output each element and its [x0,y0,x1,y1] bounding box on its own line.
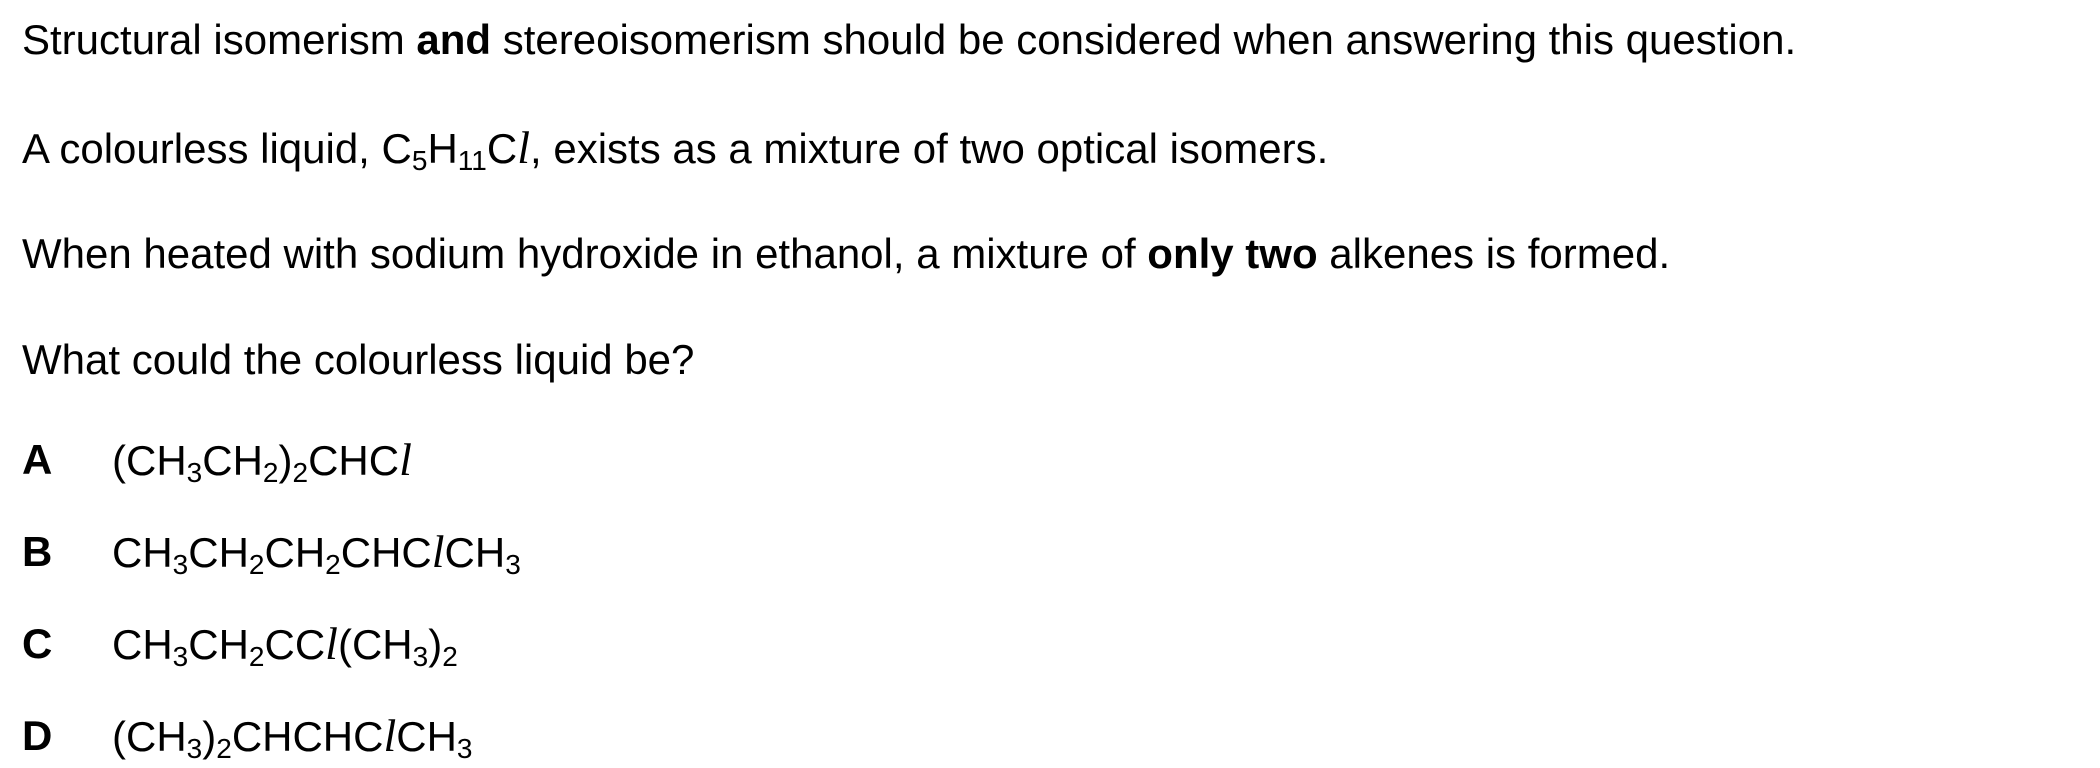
formula-part: CH [188,529,249,576]
condition-sentence [22,230,1670,278]
molecular-formula [381,122,530,176]
option-letter: D [22,712,53,759]
formula-part: CH [444,529,506,576]
question-prompt: What could the colourless liquid be? [22,336,695,383]
formula-chlorine-l: l [399,434,412,485]
formula-subscript: 2 [216,733,232,764]
formula-part: (CH [112,713,187,760]
formula-part: CH [188,621,249,668]
formula-subscript: 2 [262,457,279,488]
formula-part: (CH [112,437,187,484]
formula-chlorine-l: l [383,710,397,761]
option-formula [112,434,412,488]
formula-subscript: 3 [412,641,429,672]
intro-sentence [22,16,1796,64]
formula-part: ) [202,713,217,760]
option-letter: B [22,528,53,575]
formula-element: C [486,125,518,172]
formula-subscript: 3 [505,549,521,580]
formula-subscript: 3 [172,549,189,580]
formula-subscript: 3 [172,641,189,672]
intro-text-start: Structural isomerism [22,16,417,63]
formula-subscript: 5 [411,145,428,176]
option-letter: A [22,436,53,483]
condition-bold-text: only two [1147,230,1318,277]
intro-text-end: stereoisomerism should be considered when answering this question. [491,16,1797,63]
formula-part: CHC [308,437,400,484]
formula-subscript: 11 [457,145,487,176]
formula-part: CC [264,621,326,668]
formula-subscript: 2 [442,641,458,672]
formula-subscript: 2 [292,457,309,488]
formula-part: CHCHC [231,713,384,760]
formula-part: CH [112,529,173,576]
formula-chlorine-l: l [517,122,530,173]
formula-chlorine-l: l [325,618,338,669]
description-text-start: A colourless liquid, [22,125,382,172]
condition-text-end: alkenes is formed. [1317,230,1671,277]
formula-element: H [427,125,458,172]
formula-subscript: 3 [456,733,473,764]
option-formula [112,526,521,580]
formula-subscript: 2 [248,641,265,672]
option-formula [112,618,458,672]
formula-part: ) [428,621,443,668]
formula-part: CH [202,437,263,484]
formula-part: CH [264,529,326,576]
formula-part: CH [396,713,457,760]
formula-part: ) [278,437,293,484]
formula-chlorine-l: l [431,526,445,577]
formula-subscript: 3 [186,457,203,488]
formula-element: C [381,125,412,172]
formula-subscript: 2 [325,549,341,580]
condition-text-start: When heated with sodium hydroxide in ethanol, a mixture of [22,230,1148,277]
option-formula [112,710,473,764]
formula-subscript: 3 [186,733,203,764]
question-page [22,0,2082,768]
option-letter: C [22,620,53,667]
formula-part: CHC [340,529,432,576]
formula-subscript: 2 [248,549,265,580]
formula-part: (CH [337,621,413,668]
description-sentence [22,122,1329,176]
intro-bold-text: and [416,16,492,63]
formula-part: CH [112,621,173,668]
description-text-end: , exists as a mixture of two optical isomers. [530,125,1329,172]
